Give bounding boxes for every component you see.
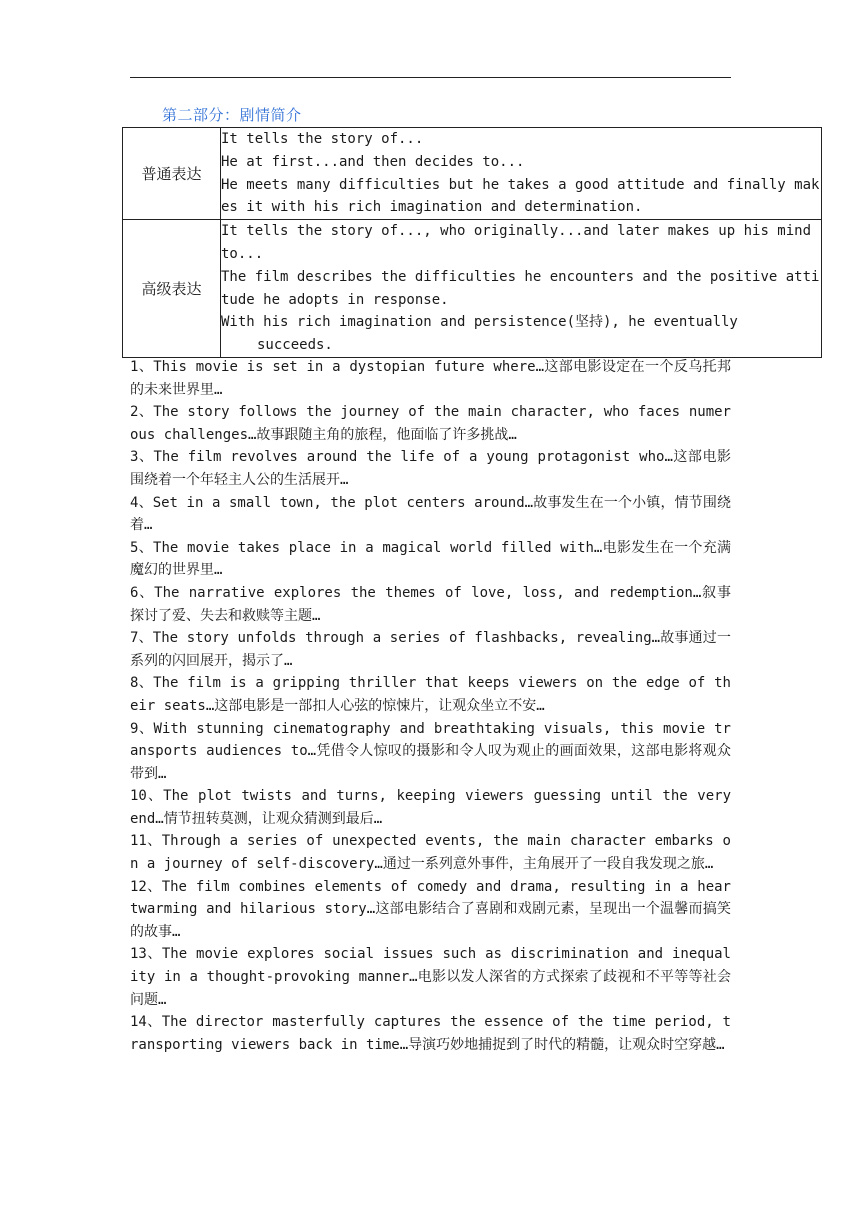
list-item: 4、Set in a small town, the plot centers around…故事发生在一个小镇，情节围绕着… (130, 494, 731, 534)
expression-line: The film describes the difficulties he encounters and the positive attitude he adopts in response. (221, 268, 820, 308)
list-item: 14、The director masterfully captures the essence of the time period, transporting viewers back in time…导演巧妙地捕捉到了时代的精髓，让观众时空穿越… (130, 1014, 731, 1053)
expression-line: It tells the story of..., who originally...and later makes up his mind to... (221, 223, 812, 262)
table-row (123, 128, 822, 220)
list-item: 13、The movie explores social issues such as discrimination and inequality in a thought-provoking manner…电影以发人深省的方式探索了歧视和不平等等社会问题… (130, 946, 731, 1008)
expression-line: With his rich imagination and persistence(坚持), he eventually (221, 314, 738, 331)
row-content-advanced (221, 220, 822, 358)
list-item: 11、Through a series of unexpected events, the main character embarks on a journey of self-discovery…通过一系列意外事件，主角展开了一段自我发现之旅… (130, 833, 731, 873)
list-item: 6、The narrative explores the themes of love, loss, and redemption…叙事探讨了爱、失去和救赎等主题… (130, 584, 731, 624)
list-item: 1、This movie is set in a dystopian future where…这部电影设定在一个反乌托邦的未来世界里… (130, 359, 731, 398)
expression-line: He meets many difficulties but he takes a good attitude and finally makes it with his rich imagination and determination. (221, 176, 820, 216)
list-item: 5、The movie takes place in a magical world filled with…电影发生在一个充满魔幻的世界里… (130, 539, 731, 579)
list-item: 12、The film combines elements of comedy and drama, resulting in a heartwarming and hilarious story…这部电影结合了喜剧和戏剧元素，呈现出一个温馨而搞笑的故事… (130, 878, 731, 940)
expression-line: It tells the story of... (221, 131, 424, 147)
header-rule (130, 77, 731, 78)
expression-line: He at first...and then decides to... (221, 153, 525, 170)
sentence-list (130, 356, 731, 1056)
expression-line: succeeds. (257, 337, 333, 354)
table-row (123, 220, 822, 358)
list-item: 2、The story follows the journey of the main character, who faces numerous challenges…故事跟随主角的旅程，他面临了许多挑战… (130, 404, 731, 443)
expression-table (122, 127, 822, 358)
list-item: 9、With stunning cinematography and breathtaking visuals, this movie transports audiences to…凭借令人惊叹的摄影和令人叹为观止的画面效果，这部电影将观众带到… (130, 720, 731, 782)
list-item: 10、The plot twists and turns, keeping viewers guessing until the very end…情节扭转莫测，让观众猜测到最后… (130, 788, 731, 827)
section-title: 第二部分：剧情简介 (162, 106, 302, 124)
list-item: 8、The film is a gripping thriller that keeps viewers on the edge of their seats…这部电影是一部扣人心弦的惊悚片，让观众坐立不安… (130, 675, 731, 714)
row-label-basic: 普通表达 (123, 128, 221, 220)
row-content-basic (221, 128, 822, 220)
list-item: 7、The story unfolds through a series of flashbacks, revealing…故事通过一系列的闪回展开，揭示了… (130, 630, 731, 669)
list-item: 3、The film revolves around the life of a young protagonist who…这部电影围绕着一个年轻主人公的生活展开… (130, 449, 731, 488)
row-label-advanced: 高级表达 (123, 220, 221, 358)
